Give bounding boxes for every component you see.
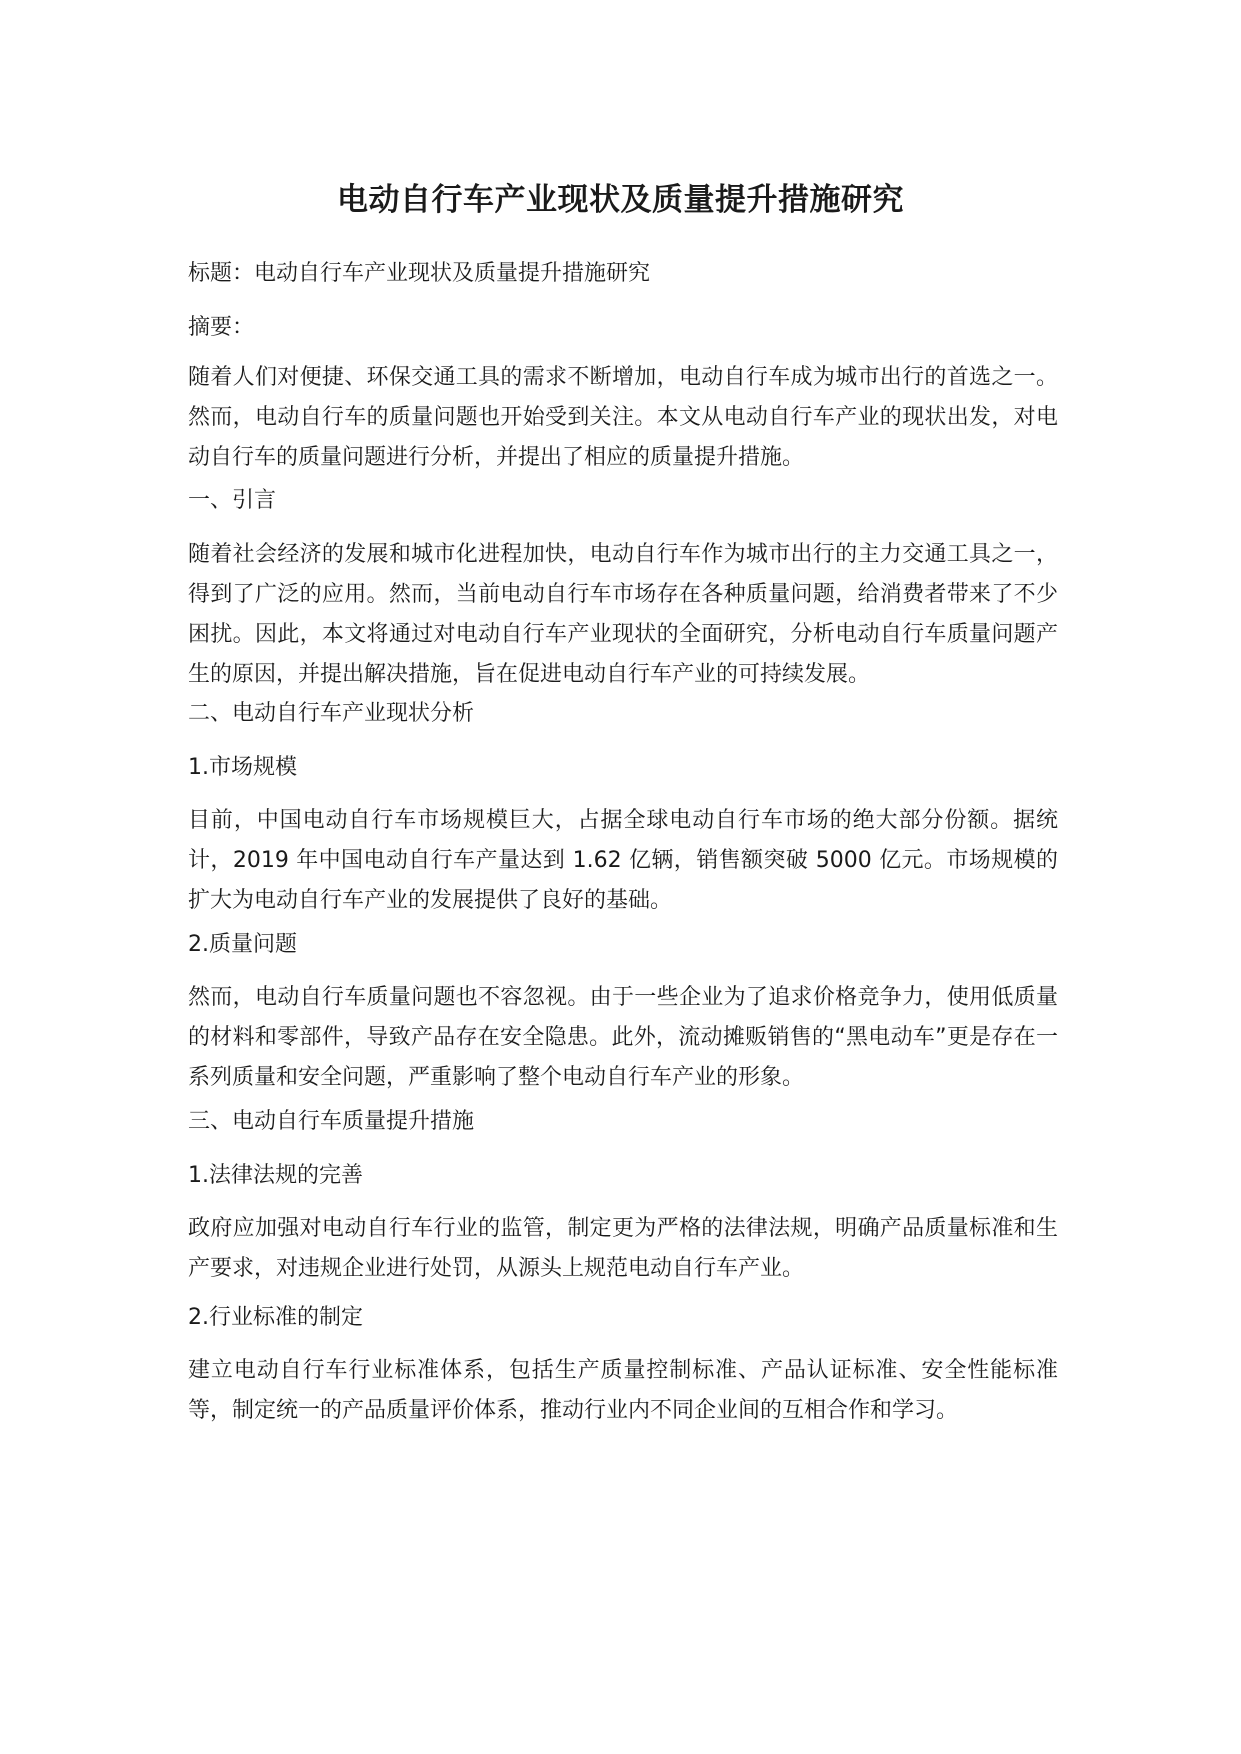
- subtitle-line: 标题：电动自行车产业现状及质量提升措施研究: [188, 261, 651, 286]
- abstract-paragraph: 随着人们对便捷、环保交通工具的需求不断增加，电动自行车成为城市出行的首选之一。然而，电动自行车的质量问题也开始受到关注。本文从电动自行车产业的现状出发，对电动自行车的质量问题进行分析，并提出了相应的质量提升措施。: [188, 365, 1058, 470]
- standards-paragraph: 建立电动自行车行业标准体系，包括生产质量控制标准、产品认证标准、安全性能标准等，制定统一的产品质量评价体系，推动行业内不同企业间的互相合作和学习。: [188, 1358, 1058, 1423]
- subheading-market-size: 1.市场规模: [188, 755, 297, 780]
- document-title: 电动自行车产业现状及质量提升措施研究: [337, 182, 904, 218]
- subheading-standards: 2.行业标准的制定: [188, 1305, 363, 1330]
- subheading-laws: 1.法律法规的完善: [188, 1163, 363, 1188]
- subheading-quality-issues: 2.质量问题: [188, 932, 297, 957]
- quality-issues-paragraph: 然而，电动自行车质量问题也不容忽视。由于一些企业为了追求价格竞争力，使用低质量的材料和零部件，导致产品存在安全隐患。此外，流动摊贩销售的“黑电动车”更是存在一系列质量和安全问题，严重影响了整个电动自行车产业的形象。: [188, 985, 1058, 1090]
- section-heading-measures: 三、电动自行车质量提升措施: [188, 1109, 475, 1134]
- section-heading-intro: 一、引言: [188, 488, 277, 513]
- abstract-label: 摘要：: [188, 315, 255, 340]
- intro-paragraph: 随着社会经济的发展和城市化进程加快，电动自行车作为城市出行的主力交通工具之一，得到了广泛的应用。然而，当前电动自行车市场存在各种质量问题，给消费者带来了不少困扰。因此，本文将通过对电动自行车产业现状的全面研究，分析电动自行车质量问题产生的原因，并提出解决措施，旨在促进电动自行车产业的可持续发展。: [188, 542, 1058, 687]
- market-size-paragraph: 目前，中国电动自行车市场规模巨大，占据全球电动自行车市场的绝大部分份额。据统计，2019 年中国电动自行车产量达到 1.62 亿辆，销售额突破 5000 亿元。市场规模的扩大为电动自行车产业的发展提供了良好的基础。: [188, 808, 1058, 913]
- laws-paragraph: 政府应加强对电动自行车行业的监管，制定更为严格的法律法规，明确产品质量标准和生产要求，对违规企业进行处罚，从源头上规范电动自行车产业。: [188, 1216, 1058, 1281]
- section-heading-status: 二、电动自行车产业现状分析: [188, 701, 475, 726]
